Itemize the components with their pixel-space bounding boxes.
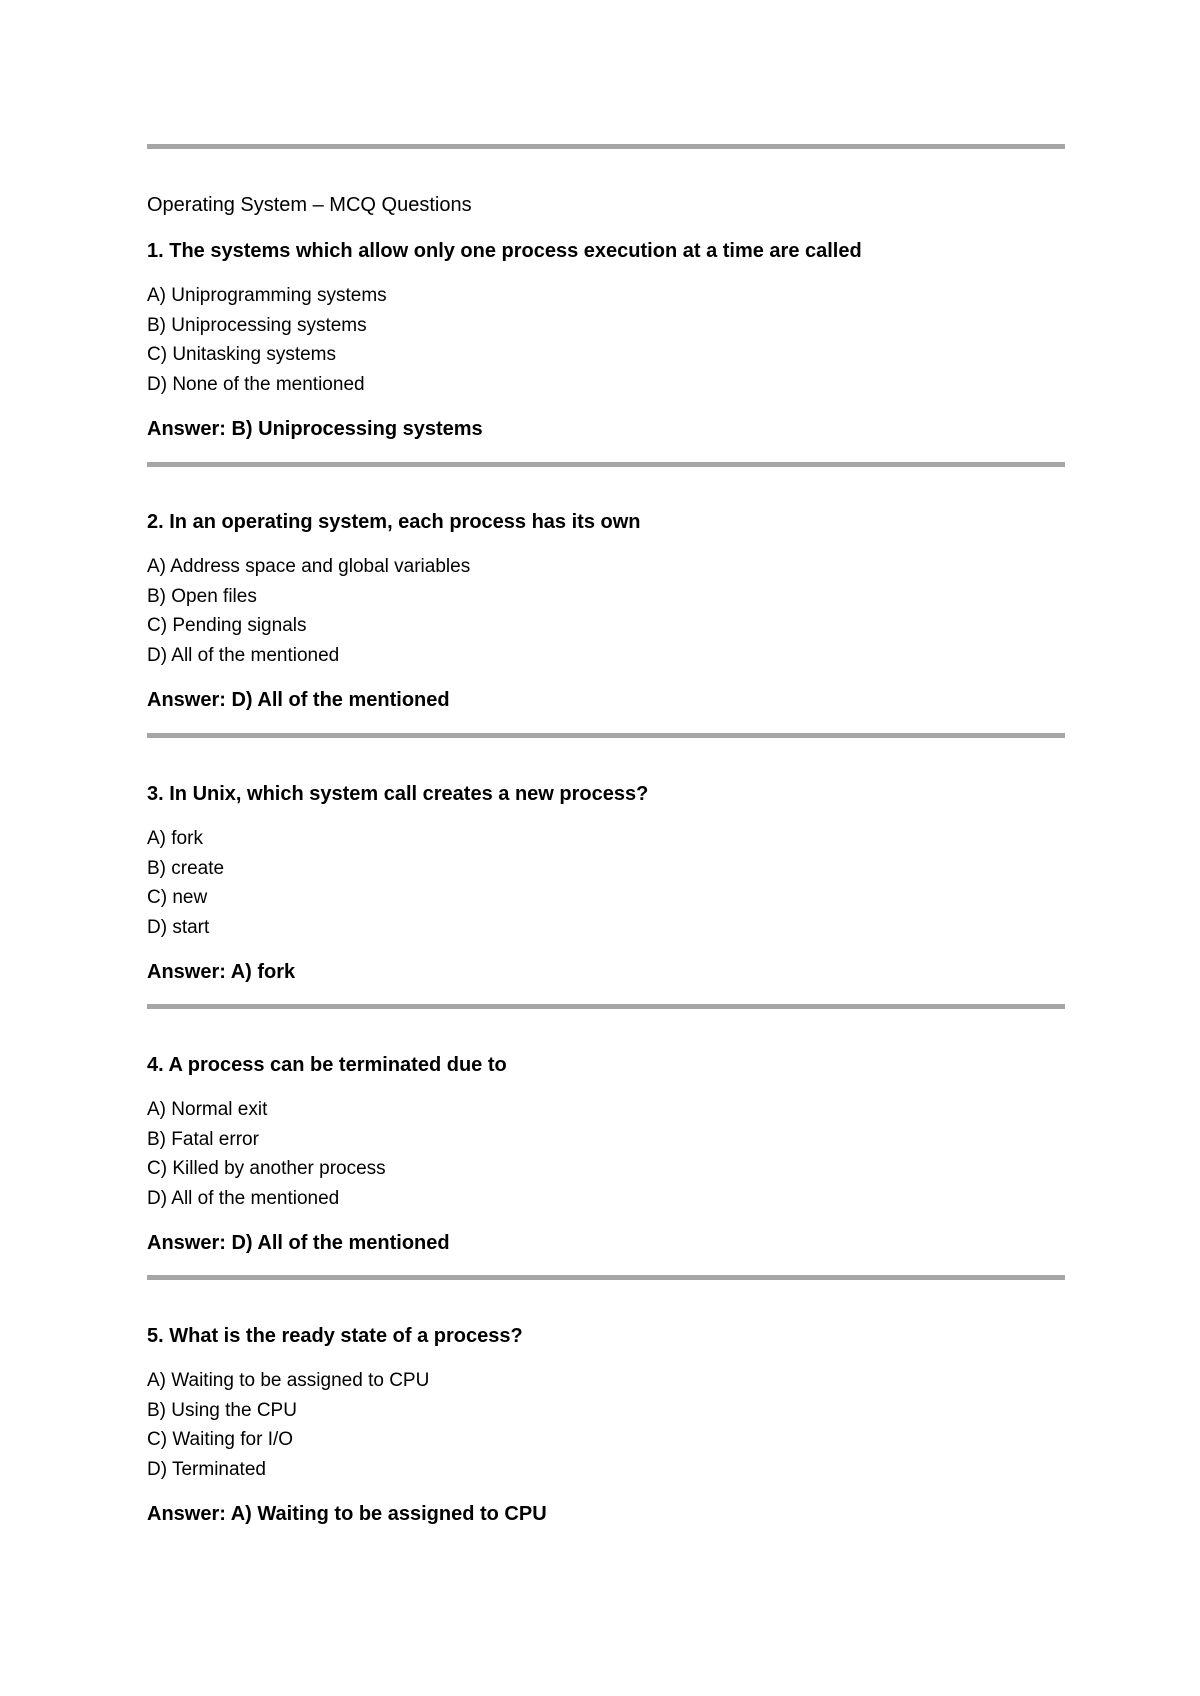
option-a: A) Normal exit: [147, 1099, 268, 1120]
option-d: D) None of the mentioned: [147, 373, 365, 395]
option-d: D) start: [147, 916, 210, 938]
question-text: 4. A process can be terminated due to: [147, 1054, 507, 1076]
horizontal-rule: [147, 733, 1065, 738]
horizontal-rule: [147, 462, 1065, 467]
question-text: 5. What is the ready state of a process?: [147, 1325, 523, 1347]
option-a: A) fork: [147, 828, 203, 849]
option-a: A) Uniprogramming systems: [147, 285, 387, 306]
question-block-1: [147, 239, 1065, 441]
option-c: C) new: [147, 887, 208, 908]
option-d: D) All of the mentioned: [147, 644, 340, 666]
horizontal-rule: [147, 1004, 1065, 1009]
question-text: 2. In an operating system, each process has its own: [147, 511, 641, 533]
option-b: B) Uniprocessing systems: [147, 314, 367, 336]
options-list: [147, 552, 1065, 670]
question-text: 3. In Unix, which system call creates a new process?: [147, 783, 649, 805]
options-list: [147, 281, 1065, 399]
document-title: Operating System – MCQ Questions: [147, 194, 472, 216]
question-block-3: [147, 782, 1065, 984]
horizontal-rule: [147, 1275, 1065, 1280]
horizontal-rule: [147, 144, 1065, 149]
question-text: 1. The systems which allow only one process execution at a time are called: [147, 240, 862, 262]
option-d: D) Terminated: [147, 1458, 266, 1480]
option-a: A) Address space and global variables: [147, 556, 471, 577]
option-c: C) Unitasking systems: [147, 344, 336, 365]
answer-text: Answer: D) All of the mentioned: [147, 1232, 450, 1254]
option-c: C) Killed by another process: [147, 1158, 386, 1179]
answer-text: Answer: A) fork: [147, 961, 296, 983]
options-list: [147, 1095, 1065, 1213]
answer-text: Answer: A) Waiting to be assigned to CPU: [147, 1503, 547, 1525]
question-block-4: [147, 1053, 1065, 1255]
option-c: C) Pending signals: [147, 615, 307, 636]
option-b: B) Fatal error: [147, 1128, 259, 1150]
option-b: B) Open files: [147, 585, 257, 607]
options-list: [147, 824, 1065, 942]
option-a: A) Waiting to be assigned to CPU: [147, 1370, 430, 1391]
question-block-2: [147, 510, 1065, 712]
option-c: C) Waiting for I/O: [147, 1429, 294, 1450]
answer-text: Answer: D) All of the mentioned: [147, 689, 450, 711]
option-b: B) create: [147, 857, 225, 879]
option-b: B) Using the CPU: [147, 1399, 297, 1421]
options-list: [147, 1366, 1065, 1484]
option-d: D) All of the mentioned: [147, 1187, 340, 1209]
answer-text: Answer: B) Uniprocessing systems: [147, 418, 483, 440]
question-block-5: [147, 1324, 1065, 1526]
